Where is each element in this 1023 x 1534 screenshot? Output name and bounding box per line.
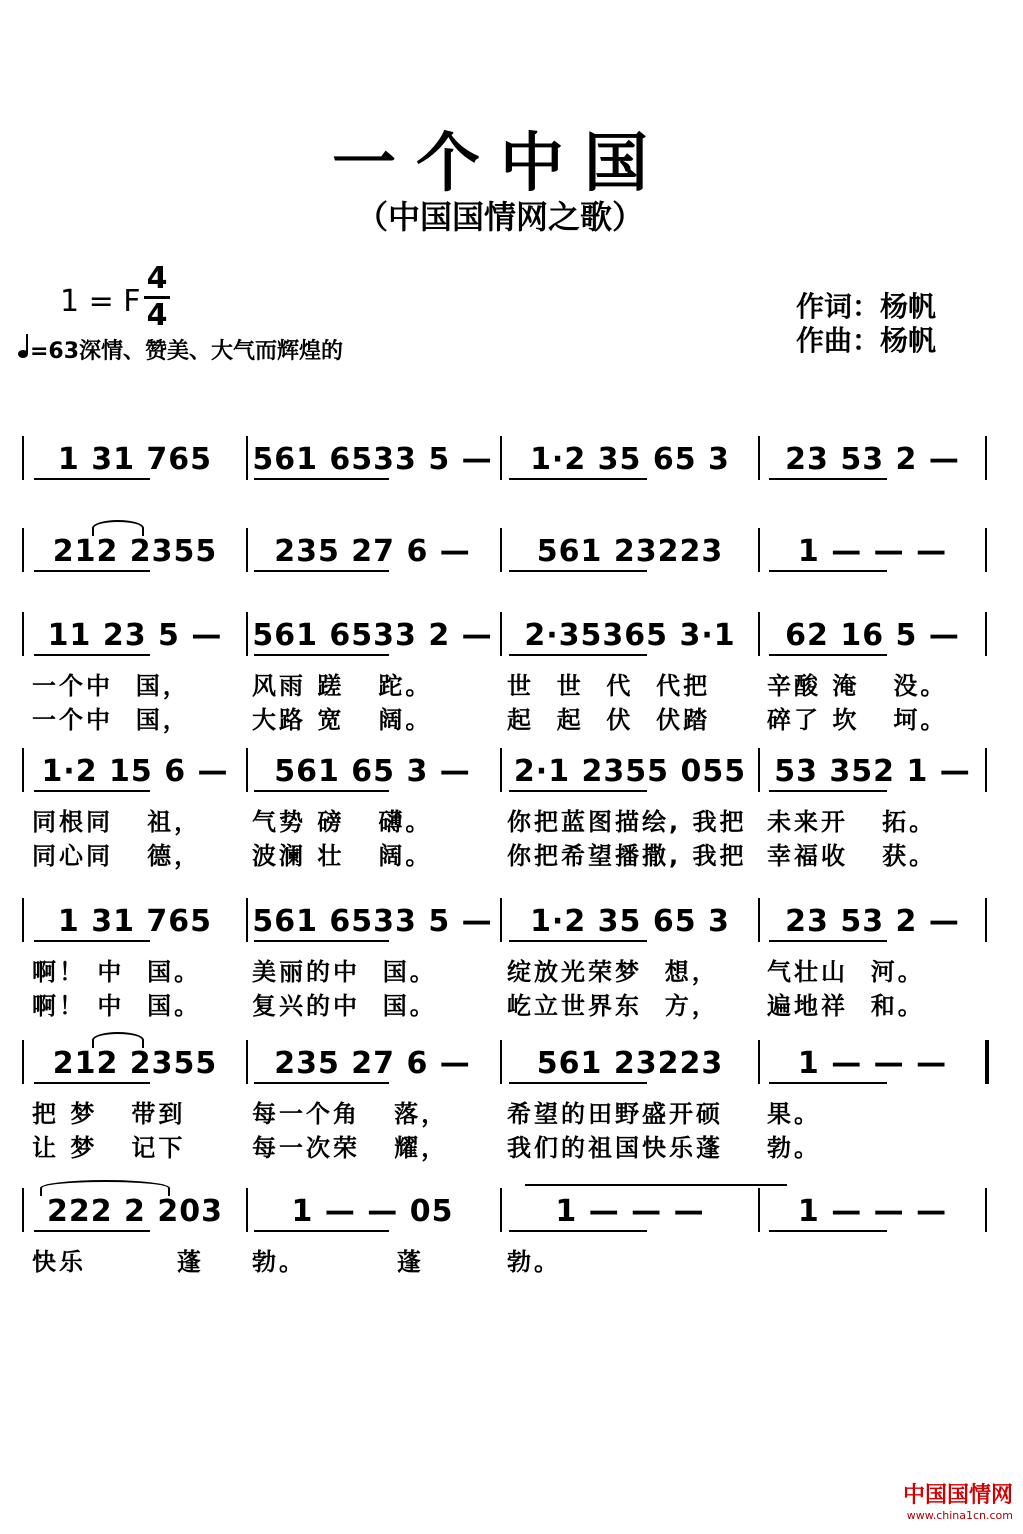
beam-underline (769, 570, 887, 572)
lyric-line (0, 1094, 1023, 1128)
lyric-segment: 复兴的中 国。 (252, 992, 437, 1020)
measure: 1·2 15 6 — (41, 753, 229, 789)
measure: 235 27 6 — (274, 1045, 471, 1081)
composer: 作曲：杨帆 (796, 324, 937, 357)
measure: 561 23223 (536, 1045, 724, 1081)
measure: 1·2 35 65 3 (530, 441, 730, 477)
barline (985, 1040, 989, 1084)
measure: 212 2355 (52, 533, 218, 569)
barline (500, 436, 502, 480)
lyric-segment: 一个中 国， (32, 672, 190, 700)
measure: 53 352 1 — (774, 753, 971, 789)
barline (22, 612, 24, 656)
measure: 1 — — — (797, 1045, 948, 1081)
lyric-segment: 把 梦 带到 (32, 1100, 186, 1128)
lyric-segment: 勃。 蓬 (252, 1248, 424, 1276)
measure: 62 16 5 — (785, 617, 960, 653)
lyric-segment: 绽放光荣梦 想， (507, 958, 719, 986)
lyric-line (0, 1128, 1023, 1162)
measure: 561 6533 5 — (252, 903, 493, 939)
beam-underline (769, 790, 887, 792)
tie-slur (92, 1032, 144, 1048)
barline (985, 898, 987, 942)
barline (246, 436, 248, 480)
tie-slur (40, 1180, 170, 1196)
beam-underline (34, 478, 150, 480)
lyric-line (0, 986, 1023, 1020)
measure: 1 — — — (797, 1193, 948, 1229)
lyric-segment: 幸福收 获。 (767, 842, 937, 870)
barline (500, 748, 502, 792)
lyric-segment: 未来开 拓。 (767, 808, 937, 836)
barline (758, 612, 760, 656)
barline (985, 436, 987, 480)
beam-underline (34, 1082, 150, 1084)
barline (500, 1040, 502, 1084)
measure: 23 53 2 — (785, 441, 960, 477)
staff-row (0, 618, 1023, 652)
lyric-segment: 屹立世界东 方， (507, 992, 719, 1020)
beam-underline (34, 790, 150, 792)
lyric-segment: 快乐 蓬 (32, 1248, 204, 1276)
staff-row (0, 534, 1023, 568)
barline (246, 898, 248, 942)
lyric-segment: 勃。 (767, 1134, 821, 1162)
beam-underline (254, 570, 389, 572)
beam-underline (769, 1230, 887, 1232)
measure: 561 65 3 — (274, 753, 471, 789)
barline (22, 748, 24, 792)
barline (22, 898, 24, 942)
barline (758, 748, 760, 792)
time-denominator: 4 (146, 298, 168, 333)
staff-row (0, 1194, 1023, 1228)
lyric-segment: 让 梦 记下 (32, 1134, 186, 1162)
barline (22, 528, 24, 572)
barline (985, 748, 987, 792)
barline (246, 528, 248, 572)
watermark (903, 1478, 1013, 1522)
lyric-segment: 一个中 国， (32, 706, 190, 734)
barline (758, 528, 760, 572)
barline (500, 898, 502, 942)
measure: 23 53 2 — (785, 903, 960, 939)
barline (758, 1188, 760, 1232)
measure: 235 27 6 — (274, 533, 471, 569)
beam-underline (34, 570, 150, 572)
song-subtitle: （中国国情网之歌） (355, 198, 644, 236)
measure: 1 — — — (797, 533, 948, 569)
quarter-note-icon (18, 350, 28, 358)
measure: 561 6533 2 — (252, 617, 493, 653)
lyric-segment: 同根同 祖， (32, 808, 202, 836)
measure: 2·35365 3·1 (524, 617, 736, 653)
barline (758, 898, 760, 942)
tempo-marking (18, 334, 343, 365)
lyric-segment: 同心同 德， (32, 842, 202, 870)
measure: 2·1 2355 055 (513, 753, 747, 789)
barline (985, 528, 987, 572)
barline (246, 1188, 248, 1232)
barline (22, 1188, 24, 1232)
beam-underline (254, 790, 389, 792)
lyric-segment: 每一个角 落， (252, 1100, 449, 1128)
barline (500, 612, 502, 656)
beam-underline (509, 654, 647, 656)
lyric-segment: 勃。 (507, 1248, 561, 1276)
beam-underline (34, 940, 150, 942)
lyric-segment: 我们的祖国快乐蓬 (507, 1134, 723, 1162)
lyric-line (0, 700, 1023, 734)
lyric-segment: 遍地祥 和。 (767, 992, 925, 1020)
staff-row (0, 754, 1023, 788)
beam-underline (509, 478, 647, 480)
beam-underline (509, 570, 647, 572)
lyric-segment: 希望的田野盛开硕 (507, 1100, 723, 1128)
beam-underline (509, 1082, 647, 1084)
brand-name: 中国国情网 (902, 1483, 1013, 1508)
credits (796, 290, 936, 358)
lyric-segment: 每一次荣 耀， (252, 1134, 449, 1162)
beam-underline (509, 1230, 647, 1232)
brand-url: www.china1cn.com (906, 1509, 1013, 1522)
barline (22, 1040, 24, 1084)
beam-underline (254, 1082, 389, 1084)
beam-underline (34, 1230, 150, 1232)
ending-bracket (525, 1184, 787, 1186)
lyric-segment: 辛酸 淹 没。 (767, 672, 948, 700)
time-signature (142, 262, 172, 333)
time-numerator: 4 (146, 261, 168, 296)
lyric-segment: 气势 磅 礴。 (252, 808, 433, 836)
lyric-segment: 大路 宽 阔。 (252, 706, 433, 734)
staff-row (0, 442, 1023, 476)
measure: 11 23 5 — (47, 617, 223, 653)
beam-underline (769, 478, 887, 480)
measure: 1 31 765 (57, 441, 213, 477)
staff-row (0, 1046, 1023, 1080)
lyric-segment: 啊！ 中 国。 (32, 992, 202, 1020)
tempo-text: =63深情、赞美、大气而辉煌的 (30, 339, 344, 364)
lyric-segment: 波澜 壮 阔。 (252, 842, 433, 870)
lyric-line (0, 1242, 1023, 1276)
measure: 561 6533 5 — (252, 441, 493, 477)
measure: 1·2 35 65 3 (530, 903, 730, 939)
measure: 1 — — 05 (291, 1193, 454, 1229)
measure: 212 2355 (52, 1045, 218, 1081)
lyric-segment: 风雨 蹉 跎。 (252, 672, 433, 700)
tie-slur (92, 520, 144, 536)
barline (246, 1040, 248, 1084)
lyric-line (0, 802, 1023, 836)
beam-underline (254, 478, 389, 480)
barline (500, 1188, 502, 1232)
barline (758, 436, 760, 480)
beam-underline (254, 1230, 389, 1232)
lyric-segment: 你把蓝图描绘, 我把 (507, 808, 747, 836)
measure: 222 2 203 (46, 1193, 223, 1229)
lyric-segment: 果。 (767, 1100, 821, 1128)
beam-underline (769, 1082, 887, 1084)
lyric-line (0, 666, 1023, 700)
barline (985, 1188, 987, 1232)
beam-underline (254, 940, 389, 942)
beam-underline (509, 940, 647, 942)
staff-row (0, 904, 1023, 938)
barline (22, 436, 24, 480)
song-title: 一个中国 (332, 127, 668, 201)
barline (758, 1040, 760, 1084)
lyric-segment: 你把希望播撒, 我把 (507, 842, 747, 870)
lyric-segment: 啊！ 中 国。 (32, 958, 202, 986)
barline (500, 528, 502, 572)
beam-underline (769, 654, 887, 656)
lyric-segment: 美丽的中 国。 (252, 958, 437, 986)
beam-underline (254, 654, 389, 656)
beam-underline (34, 654, 150, 656)
lyricist: 作词：杨帆 (796, 290, 937, 323)
measure: 561 23223 (536, 533, 724, 569)
measure: 1 — — — (555, 1193, 705, 1229)
barline (246, 612, 248, 656)
beam-underline (509, 790, 647, 792)
barline (246, 748, 248, 792)
barline (985, 612, 987, 656)
lyric-segment: 世 世 代 代把 (507, 672, 711, 700)
lyric-line (0, 836, 1023, 870)
lyric-line (0, 952, 1023, 986)
beam-underline (769, 940, 887, 942)
lyric-segment: 起 起 伏 伏踏 (507, 706, 711, 734)
lyric-segment: 碎了 坎 坷。 (767, 706, 948, 734)
measure: 1 31 765 (57, 903, 213, 939)
key-signature: 1 = F (60, 284, 141, 319)
lyric-segment: 气壮山 河。 (767, 958, 925, 986)
